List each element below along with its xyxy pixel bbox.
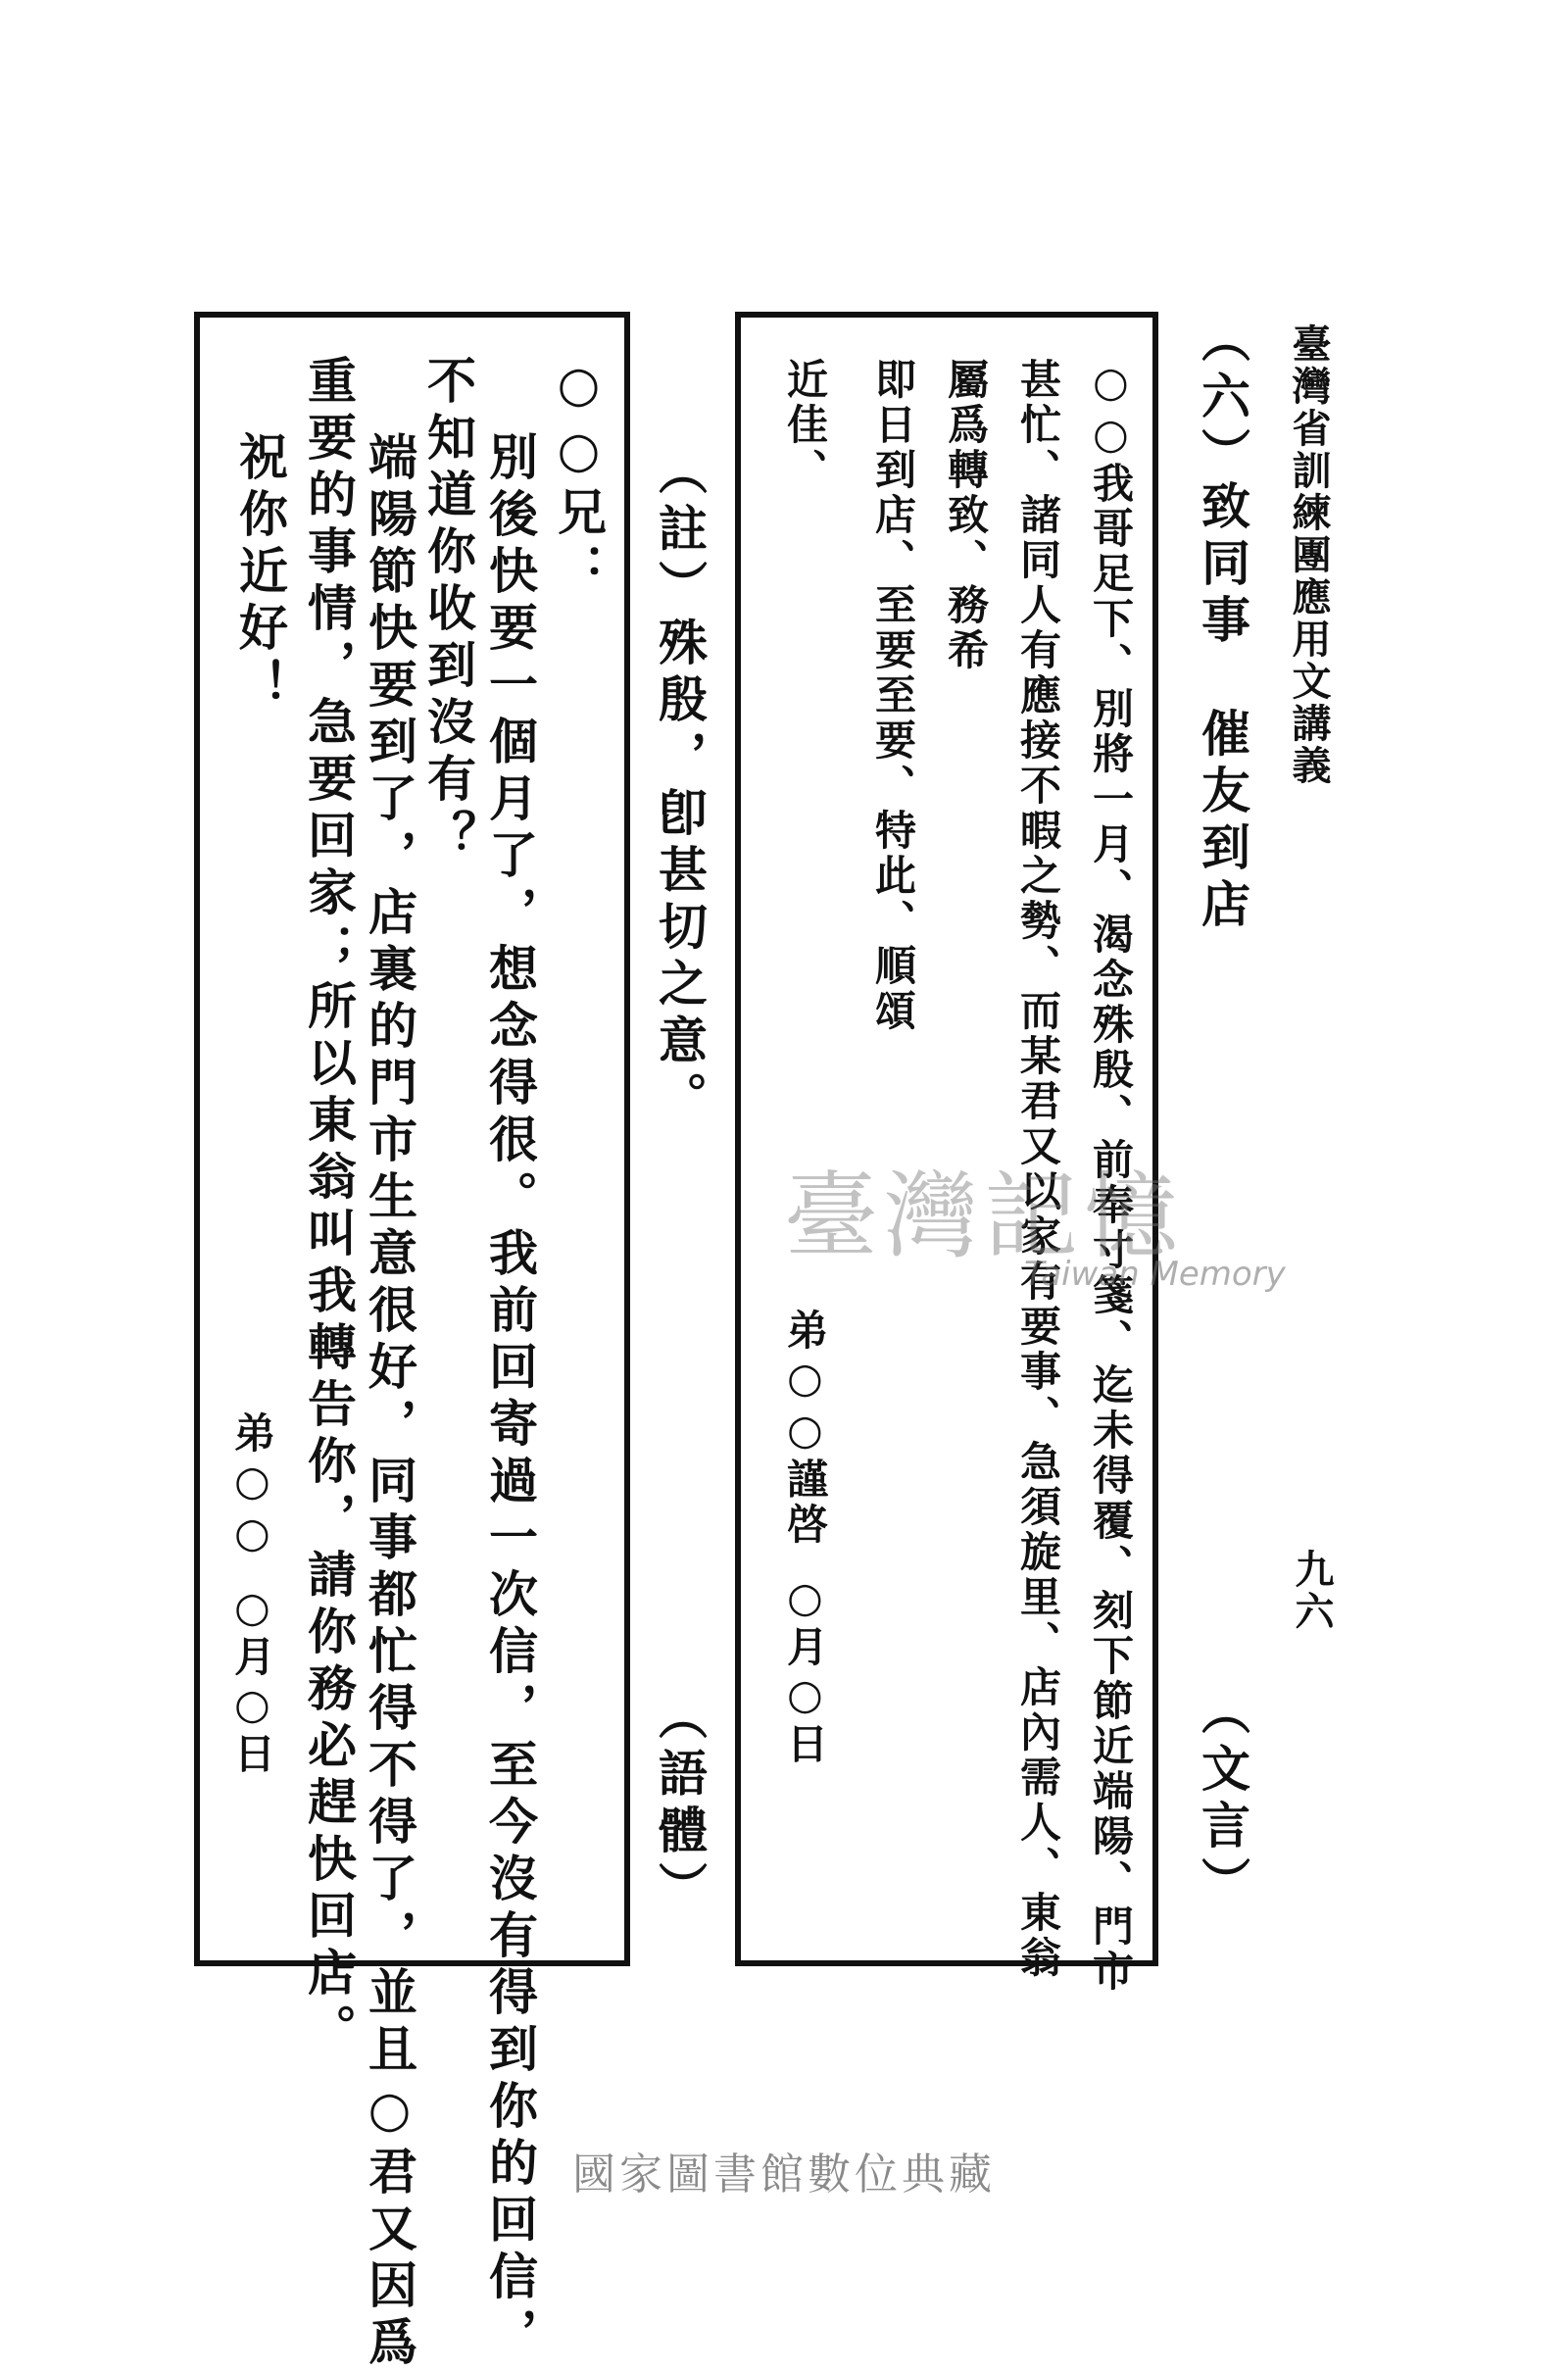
vernacular-line-5: 祝你近好！ — [231, 431, 289, 716]
section-title: 致同事 催友到店 — [1194, 480, 1251, 935]
note-text: （註）殊殷，卽甚切之意。 — [651, 446, 709, 1128]
classical-signature: 弟○○謹啓 — [781, 1309, 829, 1548]
classical-line-2: 甚忙、諸同人有應接不暇之勢、而某君又以家有要事、急須旋里、店內需人、東翁 — [1014, 358, 1062, 1981]
classical-line-1: ○○我哥足下、別將一月、渴念殊殷、前奉寸箋、迄未得覆、刻下節近端陽、門市 — [1087, 358, 1135, 1995]
classical-date: ○月○日 — [781, 1573, 829, 1767]
vernacular-salutation: ○○兄： — [550, 355, 608, 600]
vernacular-line-3: 端陽節快要到了，店裏的門市生意很好，同事都忙得不得了，並且○君又因爲 — [361, 431, 418, 2373]
vernacular-signature: 弟○○ — [228, 1411, 276, 1560]
watermark-logo: 臺灣記憶 — [784, 1162, 1184, 1271]
vernacular-line-2: 不知道你收到沒有？ — [419, 355, 477, 866]
classical-line-3: 屬爲轉致、務希 — [942, 358, 990, 673]
vernacular-line-1: 別後快要一個月了，想念得很。我前回寄過一次信，至今沒有得到你的回信， — [481, 431, 539, 2364]
classical-line-5: 近佳、 — [781, 358, 829, 493]
vernacular-line-4: 重要的事情，急要回家；所以東翁叫我轉告你，請你務必趕快回店。 — [300, 355, 358, 2060]
watermark-subtext: Taiwan Memory — [1024, 1255, 1286, 1294]
style-label-vernacular: （語體） — [651, 1691, 709, 1918]
book-title: 臺灣省訓練團應用文講義 — [1286, 323, 1332, 787]
page-number: 九六 — [1289, 1549, 1335, 1633]
classical-line-4: 即日到店、至要至要、特此、順頌 — [869, 358, 917, 1034]
style-label-classical: （文言） — [1194, 1686, 1251, 1913]
vernacular-date: ○月○日 — [228, 1583, 276, 1777]
section-number: （六） — [1194, 314, 1251, 484]
footer-credit: 國家圖書館數位典藏 — [572, 2150, 996, 2200]
